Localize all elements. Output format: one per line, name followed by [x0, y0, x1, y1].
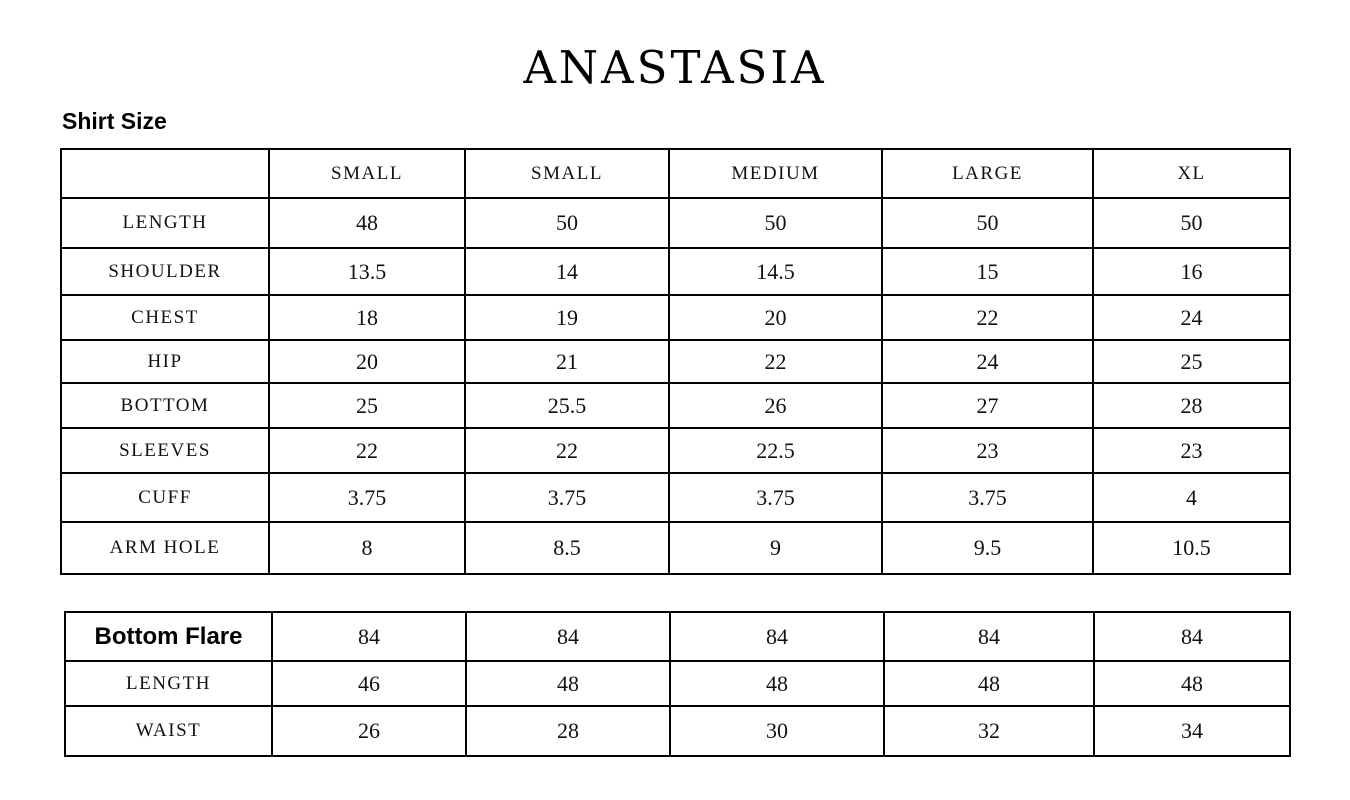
table-cell: 20	[269, 340, 465, 383]
table-cell: 84	[466, 612, 670, 661]
table-cell: 24	[882, 340, 1093, 383]
table-cell: 26	[669, 383, 882, 428]
table-cell: 4	[1093, 473, 1290, 522]
table-cell: 14	[465, 248, 669, 295]
table-cell: 15	[882, 248, 1093, 295]
row-label: HIP	[61, 340, 269, 383]
table-cell: 27	[882, 383, 1093, 428]
table-row	[61, 428, 1290, 473]
shirt-size-heading: Shirt Size	[62, 108, 167, 134]
table-cell: 25.5	[465, 383, 669, 428]
table-header-row	[61, 149, 1290, 198]
header-cell: MEDIUM	[669, 149, 882, 198]
header-cell-empty	[61, 149, 269, 198]
table-cell: 48	[884, 661, 1094, 706]
table-cell: 3.75	[669, 473, 882, 522]
table-cell: 23	[882, 428, 1093, 473]
table-row	[65, 612, 1290, 661]
table-cell: 46	[272, 661, 466, 706]
table-cell: 8.5	[465, 522, 669, 574]
bottom-flare-label: Bottom Flare	[65, 612, 272, 661]
row-label: LENGTH	[65, 661, 272, 706]
table-cell: 9.5	[882, 522, 1093, 574]
table-cell: 84	[884, 612, 1094, 661]
row-label: ARM HOLE	[61, 522, 269, 574]
table-cell: 50	[882, 198, 1093, 248]
table-cell: 13.5	[269, 248, 465, 295]
table-cell: 3.75	[882, 473, 1093, 522]
table-row	[65, 661, 1290, 706]
table-cell: 32	[884, 706, 1094, 756]
table-cell: 8	[269, 522, 465, 574]
table-cell: 84	[670, 612, 884, 661]
table-cell: 50	[1093, 198, 1290, 248]
table-cell: 24	[1093, 295, 1290, 340]
table-cell: 9	[669, 522, 882, 574]
table-cell: 22	[465, 428, 669, 473]
table-cell: 48	[269, 198, 465, 248]
header-cell: SMALL	[465, 149, 669, 198]
table-cell: 20	[669, 295, 882, 340]
table-cell: 48	[670, 661, 884, 706]
table-cell: 22	[882, 295, 1093, 340]
row-label: SHOULDER	[61, 248, 269, 295]
shirt-size-table	[60, 148, 1291, 575]
row-label: BOTTOM	[61, 383, 269, 428]
row-label: WAIST	[65, 706, 272, 756]
table-cell: 14.5	[669, 248, 882, 295]
table-cell: 30	[670, 706, 884, 756]
row-label: SLEEVES	[61, 428, 269, 473]
table-cell: 28	[1093, 383, 1290, 428]
table-cell: 50	[465, 198, 669, 248]
table-row	[61, 198, 1290, 248]
table-row	[61, 522, 1290, 574]
table-cell: 26	[272, 706, 466, 756]
table-row	[61, 340, 1290, 383]
header-cell: LARGE	[882, 149, 1093, 198]
row-label: LENGTH	[61, 198, 269, 248]
row-label: CHEST	[61, 295, 269, 340]
table-cell: 84	[1094, 612, 1290, 661]
header-cell: XL	[1093, 149, 1290, 198]
bottom-size-table	[64, 611, 1291, 757]
table-cell: 22	[669, 340, 882, 383]
table-cell: 34	[1094, 706, 1290, 756]
table-cell: 25	[1093, 340, 1290, 383]
table-cell: 3.75	[269, 473, 465, 522]
table-cell: 23	[1093, 428, 1290, 473]
table-cell: 84	[272, 612, 466, 661]
table-row	[61, 295, 1290, 340]
table-cell: 22.5	[669, 428, 882, 473]
page-title: ANASTASIA	[523, 41, 827, 94]
table-cell: 25	[269, 383, 465, 428]
header-cell: SMALL	[269, 149, 465, 198]
table-cell: 22	[269, 428, 465, 473]
table-cell: 48	[466, 661, 670, 706]
table-cell: 10.5	[1093, 522, 1290, 574]
table-cell: 21	[465, 340, 669, 383]
table-row	[65, 706, 1290, 756]
table-cell: 3.75	[465, 473, 669, 522]
table-cell: 16	[1093, 248, 1290, 295]
row-label: CUFF	[61, 473, 269, 522]
table-cell: 19	[465, 295, 669, 340]
table-cell: 50	[669, 198, 882, 248]
table-cell: 28	[466, 706, 670, 756]
table-row	[61, 248, 1290, 295]
table-cell: 48	[1094, 661, 1290, 706]
table-cell: 18	[269, 295, 465, 340]
table-row	[61, 383, 1290, 428]
table-row	[61, 473, 1290, 522]
